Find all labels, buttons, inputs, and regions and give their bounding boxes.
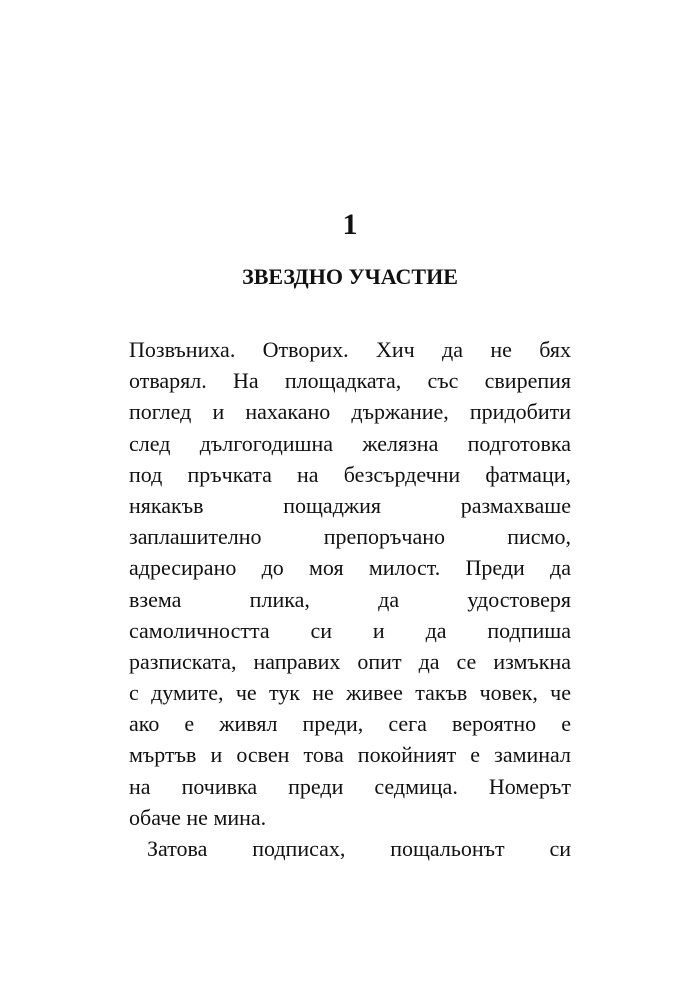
text-line: взема плика, да удостоверя [129,586,571,612]
chapter-number: 1 [342,208,358,241]
text-line: Затова подписах, пощальонът си [147,836,571,861]
text-line: на почивка преди седмица. Номерът [129,773,571,799]
text-line: след дългогодишна желязна подготовка [129,430,571,456]
chapter-body-text [129,334,571,864]
text-line: с думите, че тук не живее такъв човек, че [129,680,571,706]
text-line: отварял. На площадката, със свирепия [129,368,571,394]
text-line: под пръчката на безсърдечни фатмаци, [129,461,571,487]
text-line: обаче не мина. [129,804,267,830]
text-line: някакъв пощаджия размахваше [129,492,571,518]
text-line: заплашително препоръчано писмо, [129,524,571,550]
text-line: самоличността си и да подпиша [129,617,571,643]
text-line: адресирано до моя милост. Преди да [129,555,571,581]
text-line: Позвъниха. Отворих. Хич да не бях [129,337,571,362]
text-line: ако е живял преди, сега вероятно е [129,711,571,737]
text-line: разписката, направих опит да се измъкна [129,648,571,674]
text-line: мъртъв и освен това покойният е заминал [129,742,571,768]
chapter-title: ЗВЕЗДНО УЧАСТИЕ [242,264,458,289]
text-line: поглед и нахакано държание, придобити [129,399,571,425]
